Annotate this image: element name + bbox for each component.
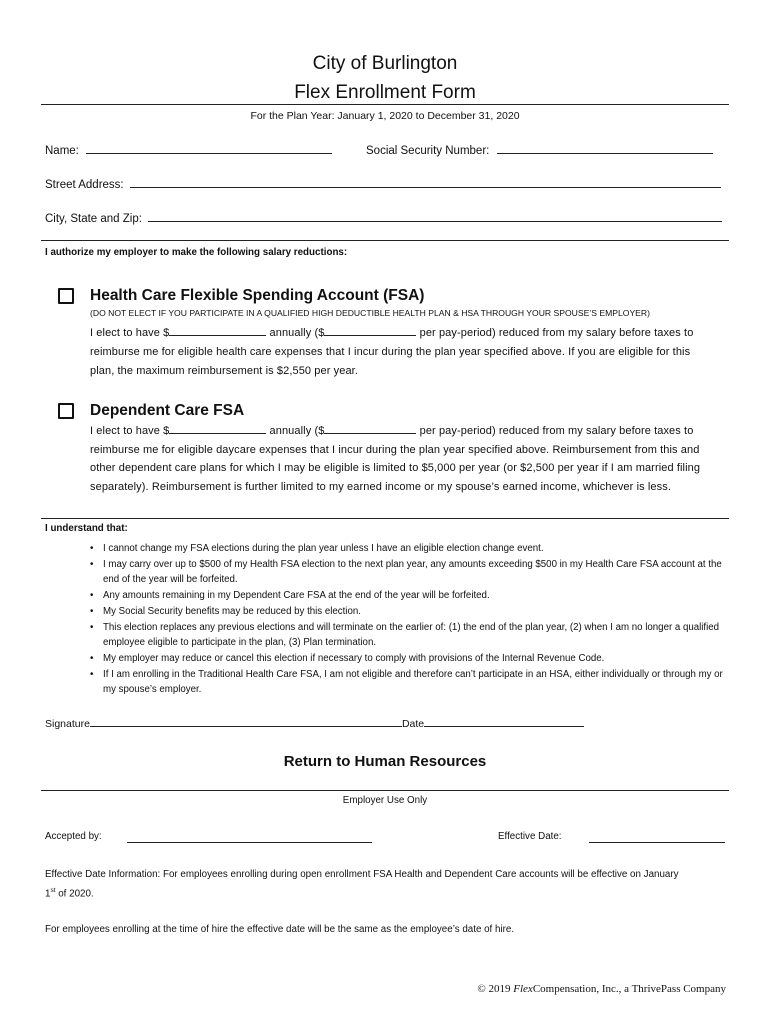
accepted-by-field[interactable] xyxy=(127,832,372,843)
dcfsa-line3: other dependent care plans for which I may be eligible is limited to $5,000 per year (or $2,500 per year if I am married filing xyxy=(90,462,701,474)
fsa-per-pay-field[interactable] xyxy=(324,325,416,336)
list-item: • My Social Security benefits may be reduced by this election. xyxy=(90,604,730,620)
accepted-by-label: Accepted by: xyxy=(45,831,102,842)
effective-date-field[interactable] xyxy=(589,832,725,843)
dcfsa-annually-text: annually ($ xyxy=(266,425,325,437)
date-label: Date xyxy=(401,718,425,730)
fsa-line2: reimburse me for eligible health care expenses that I incur during the plan year specified above. If you are eligible for this xyxy=(90,346,691,358)
effective-info-line1: Effective Date Information: For employees enrolling during open enrollment FSA Health and Dependent Care accounts will be effective on January xyxy=(45,869,679,880)
fsa-note: (DO NOT ELECT IF YOU PARTICIPATE IN A QUALIFIED HIGH DEDUCTIBLE HEALTH PLAN & HSA THROUGH YOUR SPOUSE’S EMPLOYER) xyxy=(90,308,650,318)
dcfsa-per-pay-field[interactable] xyxy=(324,423,416,434)
fsa-line3: plan, the maximum reimbursement is $2,550 per year. xyxy=(90,365,358,377)
effective-info-ordinal: st xyxy=(50,887,56,894)
effective-info-day: 1 xyxy=(45,888,51,900)
dcfsa-checkbox[interactable] xyxy=(58,403,74,419)
list-item: • Any amounts remaining in my Dependent Care FSA at the end of the year will be forfeited. xyxy=(90,588,730,604)
city-state-zip-label: City, State and Zip: xyxy=(45,213,142,225)
name-label: Name: xyxy=(45,145,79,157)
understand-heading: I understand that: xyxy=(45,523,128,534)
list-item: • If I am enrolling in the Traditional Health Care FSA, I am not eligible and therefore can’t participate in an HSA, either individually or through my or my spouse’s employer. xyxy=(90,667,730,698)
title-rule xyxy=(41,104,729,105)
dcfsa-election-line xyxy=(90,422,693,441)
effective-info-year: of 2020. xyxy=(55,888,94,900)
dcfsa-title: Dependent Care FSA xyxy=(90,402,245,419)
effective-date-label: Effective Date: xyxy=(498,831,562,842)
list-item: • I cannot change my FSA elections during the plan year unless I have an eligible election change event. xyxy=(90,541,730,557)
city-row xyxy=(45,211,722,225)
section-rule-2 xyxy=(41,518,729,519)
fsa-reduced-text: per pay-period) reduced from my salary before taxes to xyxy=(416,327,694,339)
fsa-elect-text: I elect to have $ xyxy=(90,327,170,339)
ssn-label: Social Security Number: xyxy=(366,145,490,157)
list-item: • This election replaces any previous elections and will terminate on the earlier of: (1) the end of the plan year, (2) when I am no longer a qualified employee eligible to participate in the plan, (3) Plan termination. xyxy=(90,620,730,651)
fsa-annually-text: annually ($ xyxy=(266,327,325,339)
brand-italic: Flex xyxy=(513,983,533,995)
employer-rule xyxy=(41,790,729,791)
brand-rest: Compensation, Inc., a ThrivePass Company xyxy=(532,983,726,995)
copyright-footer xyxy=(477,983,726,995)
fsa-election-line xyxy=(90,324,693,343)
street-row xyxy=(45,177,721,191)
ssn-row xyxy=(366,143,713,157)
authorize-text: I authorize my employer to make the following salary reductions: xyxy=(45,247,348,258)
name-field[interactable] xyxy=(86,143,332,154)
fsa-title: Health Care Flexible Spending Account (FSA) xyxy=(90,287,425,304)
street-address-label: Street Address: xyxy=(45,179,124,191)
form-title-line2: Flex Enrollment Form xyxy=(294,82,476,103)
city-state-zip-field[interactable] xyxy=(148,211,722,222)
understand-list xyxy=(90,541,730,698)
effective-info-line2 xyxy=(45,887,94,899)
employer-use-heading: Employer Use Only xyxy=(342,795,428,806)
list-item: • I may carry over up to $500 of my Health FSA election to the next plan year, any amounts exceeding $500 in my Health Care FSA account at the end of the year will be forfeited. xyxy=(90,557,730,588)
dcfsa-line2: reimburse me for eligible daycare expenses that I incur during the plan year specified above. Reimbursement from this and xyxy=(90,444,700,456)
dcfsa-reduced-text: per pay-period) reduced from my salary before taxes to xyxy=(416,425,694,437)
date-field[interactable] xyxy=(424,716,584,727)
signature-label: Signature xyxy=(45,718,90,730)
dcfsa-annual-amount-field[interactable] xyxy=(169,423,266,434)
form-title-line1: City of Burlington xyxy=(312,53,458,74)
copyright-text: © 2019 xyxy=(477,983,514,995)
plan-year-text: For the Plan Year: January 1, 2020 to December 31, 2020 xyxy=(250,110,520,122)
dcfsa-line4: separately). Reimbursement is further limited to my earned income or my spouse’s earned income, whichever is less. xyxy=(90,481,671,493)
name-row xyxy=(45,143,332,157)
street-address-field[interactable] xyxy=(130,177,721,188)
fsa-checkbox[interactable] xyxy=(58,288,74,304)
dcfsa-elect-text: I elect to have $ xyxy=(90,425,170,437)
fsa-annual-amount-field[interactable] xyxy=(169,325,266,336)
list-item: • My employer may reduce or cancel this election if necessary to comply with provisions of the Internal Revenue Code. xyxy=(90,651,730,667)
section-rule-1 xyxy=(41,240,729,241)
ssn-field[interactable] xyxy=(497,143,713,154)
signature-row xyxy=(45,716,584,730)
signature-field[interactable] xyxy=(90,716,402,727)
hire-date-text: For employees enrolling at the time of hire the effective date will be the same as the employee’s date of hire. xyxy=(45,924,515,935)
return-hr-heading: Return to Human Resources xyxy=(283,753,487,770)
